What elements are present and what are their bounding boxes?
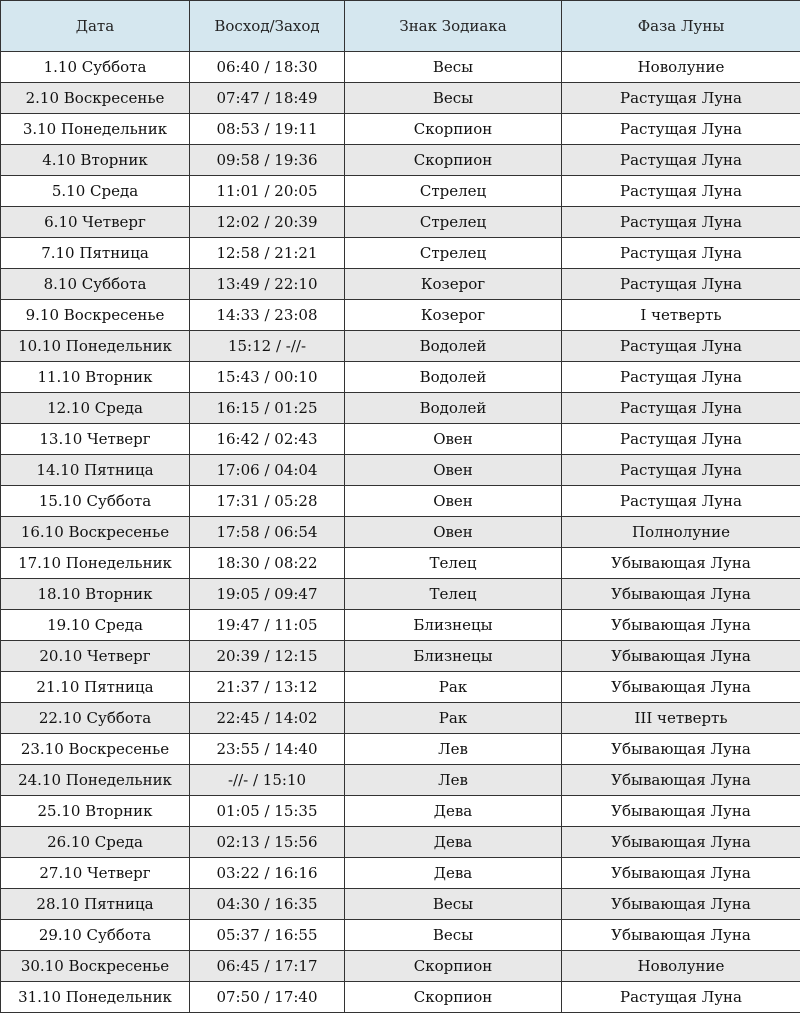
- cell-moon-phase: Растущая Луна: [562, 486, 800, 517]
- cell-moon-phase: Убывающая Луна: [562, 734, 800, 765]
- cell-moon-phase: Новолуние: [562, 52, 800, 83]
- cell-date: 13.10 Четверг: [1, 424, 190, 455]
- cell-moon-phase: Растущая Луна: [562, 393, 800, 424]
- table-row: [1, 734, 800, 765]
- cell-zodiac: Овен: [345, 424, 562, 455]
- cell-moon-phase: Убывающая Луна: [562, 641, 800, 672]
- cell-rise-set: 04:30 / 16:35: [190, 889, 345, 920]
- cell-date: 15.10 Суббота: [1, 486, 190, 517]
- cell-rise-set: 16:42 / 02:43: [190, 424, 345, 455]
- cell-moon-phase: Растущая Луна: [562, 238, 800, 269]
- table-row: [1, 548, 800, 579]
- cell-rise-set: 19:47 / 11:05: [190, 610, 345, 641]
- cell-moon-phase: Убывающая Луна: [562, 548, 800, 579]
- cell-moon-phase: Растущая Луна: [562, 145, 800, 176]
- table-row: [1, 176, 800, 207]
- cell-moon-phase: Растущая Луна: [562, 362, 800, 393]
- table-header: [1, 1, 800, 52]
- cell-rise-set: 22:45 / 14:02: [190, 703, 345, 734]
- cell-moon-phase: Новолуние: [562, 951, 800, 982]
- table-row: [1, 703, 800, 734]
- cell-zodiac: Стрелец: [345, 207, 562, 238]
- cell-moon-phase: Убывающая Луна: [562, 796, 800, 827]
- cell-date: 23.10 Воскресенье: [1, 734, 190, 765]
- cell-zodiac: Дева: [345, 796, 562, 827]
- cell-date: 19.10 Среда: [1, 610, 190, 641]
- cell-moon-phase: Убывающая Луна: [562, 920, 800, 951]
- cell-moon-phase: Растущая Луна: [562, 424, 800, 455]
- cell-date: 30.10 Воскресенье: [1, 951, 190, 982]
- cell-zodiac: Козерог: [345, 300, 562, 331]
- cell-moon-phase: Растущая Луна: [562, 114, 800, 145]
- cell-rise-set: 15:12 / -//-: [190, 331, 345, 362]
- cell-date: 6.10 Четверг: [1, 207, 190, 238]
- cell-rise-set: 03:22 / 16:16: [190, 858, 345, 889]
- header-zodiac: Знак Зодиака: [345, 1, 562, 52]
- cell-zodiac: Козерог: [345, 269, 562, 300]
- cell-rise-set: 06:45 / 17:17: [190, 951, 345, 982]
- cell-date: 17.10 Понедельник: [1, 548, 190, 579]
- cell-rise-set: 13:49 / 22:10: [190, 269, 345, 300]
- cell-zodiac: Весы: [345, 83, 562, 114]
- cell-date: 4.10 Вторник: [1, 145, 190, 176]
- cell-rise-set: 06:40 / 18:30: [190, 52, 345, 83]
- table-row: [1, 52, 800, 83]
- cell-moon-phase: Растущая Луна: [562, 207, 800, 238]
- cell-zodiac: Близнецы: [345, 641, 562, 672]
- table-row: [1, 238, 800, 269]
- table-row: [1, 393, 800, 424]
- table-row: [1, 765, 800, 796]
- cell-moon-phase: I четверть: [562, 300, 800, 331]
- cell-zodiac: Телец: [345, 548, 562, 579]
- cell-zodiac: Весы: [345, 920, 562, 951]
- cell-rise-set: 17:58 / 06:54: [190, 517, 345, 548]
- cell-zodiac: Водолей: [345, 362, 562, 393]
- table-row: [1, 145, 800, 176]
- table-row: [1, 362, 800, 393]
- cell-rise-set: 07:50 / 17:40: [190, 982, 345, 1013]
- table-row: [1, 579, 800, 610]
- table-row: [1, 331, 800, 362]
- table-row: [1, 424, 800, 455]
- cell-date: 11.10 Вторник: [1, 362, 190, 393]
- header-rise-set: Восход/Заход: [190, 1, 345, 52]
- cell-date: 27.10 Четверг: [1, 858, 190, 889]
- cell-date: 25.10 Вторник: [1, 796, 190, 827]
- cell-zodiac: Стрелец: [345, 176, 562, 207]
- cell-rise-set: 02:13 / 15:56: [190, 827, 345, 858]
- table-row: [1, 982, 800, 1013]
- table-row: [1, 455, 800, 486]
- cell-date: 20.10 Четверг: [1, 641, 190, 672]
- cell-date: 21.10 Пятница: [1, 672, 190, 703]
- cell-rise-set: 12:02 / 20:39: [190, 207, 345, 238]
- table-row: [1, 83, 800, 114]
- cell-rise-set: 21:37 / 13:12: [190, 672, 345, 703]
- cell-zodiac: Стрелец: [345, 238, 562, 269]
- header-moon-phase: Фаза Луны: [562, 1, 800, 52]
- cell-rise-set: 07:47 / 18:49: [190, 83, 345, 114]
- cell-rise-set: 14:33 / 23:08: [190, 300, 345, 331]
- cell-rise-set: 23:55 / 14:40: [190, 734, 345, 765]
- cell-zodiac: Дева: [345, 827, 562, 858]
- table-row: [1, 517, 800, 548]
- table-row: [1, 486, 800, 517]
- table-row: [1, 858, 800, 889]
- cell-date: 31.10 Понедельник: [1, 982, 190, 1013]
- table-row: [1, 889, 800, 920]
- table-row: [1, 610, 800, 641]
- table-row: [1, 920, 800, 951]
- cell-zodiac: Водолей: [345, 331, 562, 362]
- cell-zodiac: Рак: [345, 672, 562, 703]
- cell-rise-set: 20:39 / 12:15: [190, 641, 345, 672]
- cell-date: 26.10 Среда: [1, 827, 190, 858]
- cell-date: 8.10 Суббота: [1, 269, 190, 300]
- cell-rise-set: 16:15 / 01:25: [190, 393, 345, 424]
- cell-zodiac: Лев: [345, 765, 562, 796]
- cell-moon-phase: Убывающая Луна: [562, 610, 800, 641]
- header-date: Дата: [1, 1, 190, 52]
- table-row: [1, 641, 800, 672]
- cell-date: 9.10 Воскресенье: [1, 300, 190, 331]
- cell-date: 24.10 Понедельник: [1, 765, 190, 796]
- cell-zodiac: Лев: [345, 734, 562, 765]
- cell-date: 2.10 Воскресенье: [1, 83, 190, 114]
- cell-rise-set: 01:05 / 15:35: [190, 796, 345, 827]
- cell-zodiac: Рак: [345, 703, 562, 734]
- cell-zodiac: Скорпион: [345, 982, 562, 1013]
- header-row: [1, 1, 800, 52]
- cell-zodiac: Телец: [345, 579, 562, 610]
- cell-date: 14.10 Пятница: [1, 455, 190, 486]
- cell-rise-set: 11:01 / 20:05: [190, 176, 345, 207]
- cell-zodiac: Овен: [345, 455, 562, 486]
- table-row: [1, 300, 800, 331]
- table-body: [1, 52, 800, 1013]
- cell-zodiac: Весы: [345, 52, 562, 83]
- cell-date: 18.10 Вторник: [1, 579, 190, 610]
- table-row: [1, 114, 800, 145]
- cell-moon-phase: Растущая Луна: [562, 269, 800, 300]
- cell-date: 12.10 Среда: [1, 393, 190, 424]
- table-row: [1, 796, 800, 827]
- cell-moon-phase: III четверть: [562, 703, 800, 734]
- cell-zodiac: Дева: [345, 858, 562, 889]
- cell-zodiac: Овен: [345, 486, 562, 517]
- cell-date: 28.10 Пятница: [1, 889, 190, 920]
- cell-rise-set: 09:58 / 19:36: [190, 145, 345, 176]
- cell-moon-phase: Убывающая Луна: [562, 765, 800, 796]
- cell-date: 29.10 Суббота: [1, 920, 190, 951]
- table-row: [1, 672, 800, 703]
- cell-moon-phase: Полнолуние: [562, 517, 800, 548]
- cell-date: 1.10 Суббота: [1, 52, 190, 83]
- cell-moon-phase: Растущая Луна: [562, 455, 800, 486]
- cell-date: 3.10 Понедельник: [1, 114, 190, 145]
- cell-rise-set: 17:06 / 04:04: [190, 455, 345, 486]
- cell-rise-set: 08:53 / 19:11: [190, 114, 345, 145]
- cell-date: 16.10 Воскресенье: [1, 517, 190, 548]
- cell-zodiac: Скорпион: [345, 951, 562, 982]
- cell-moon-phase: Убывающая Луна: [562, 858, 800, 889]
- cell-rise-set: 17:31 / 05:28: [190, 486, 345, 517]
- cell-date: 7.10 Пятница: [1, 238, 190, 269]
- cell-date: 5.10 Среда: [1, 176, 190, 207]
- table-row: [1, 207, 800, 238]
- cell-zodiac: Скорпион: [345, 114, 562, 145]
- cell-date: 22.10 Суббота: [1, 703, 190, 734]
- cell-date: 10.10 Понедельник: [1, 331, 190, 362]
- cell-rise-set: 05:37 / 16:55: [190, 920, 345, 951]
- cell-zodiac: Близнецы: [345, 610, 562, 641]
- cell-moon-phase: Убывающая Луна: [562, 672, 800, 703]
- cell-moon-phase: Растущая Луна: [562, 176, 800, 207]
- table-row: [1, 951, 800, 982]
- cell-moon-phase: Растущая Луна: [562, 982, 800, 1013]
- cell-moon-phase: Убывающая Луна: [562, 889, 800, 920]
- cell-zodiac: Скорпион: [345, 145, 562, 176]
- cell-moon-phase: Убывающая Луна: [562, 579, 800, 610]
- cell-rise-set: 12:58 / 21:21: [190, 238, 345, 269]
- cell-rise-set: 15:43 / 00:10: [190, 362, 345, 393]
- table-row: [1, 827, 800, 858]
- cell-rise-set: -//- / 15:10: [190, 765, 345, 796]
- cell-rise-set: 18:30 / 08:22: [190, 548, 345, 579]
- cell-moon-phase: Растущая Луна: [562, 331, 800, 362]
- cell-moon-phase: Растущая Луна: [562, 83, 800, 114]
- cell-zodiac: Водолей: [345, 393, 562, 424]
- cell-rise-set: 19:05 / 09:47: [190, 579, 345, 610]
- cell-zodiac: Овен: [345, 517, 562, 548]
- cell-zodiac: Весы: [345, 889, 562, 920]
- table-row: [1, 269, 800, 300]
- cell-moon-phase: Убывающая Луна: [562, 827, 800, 858]
